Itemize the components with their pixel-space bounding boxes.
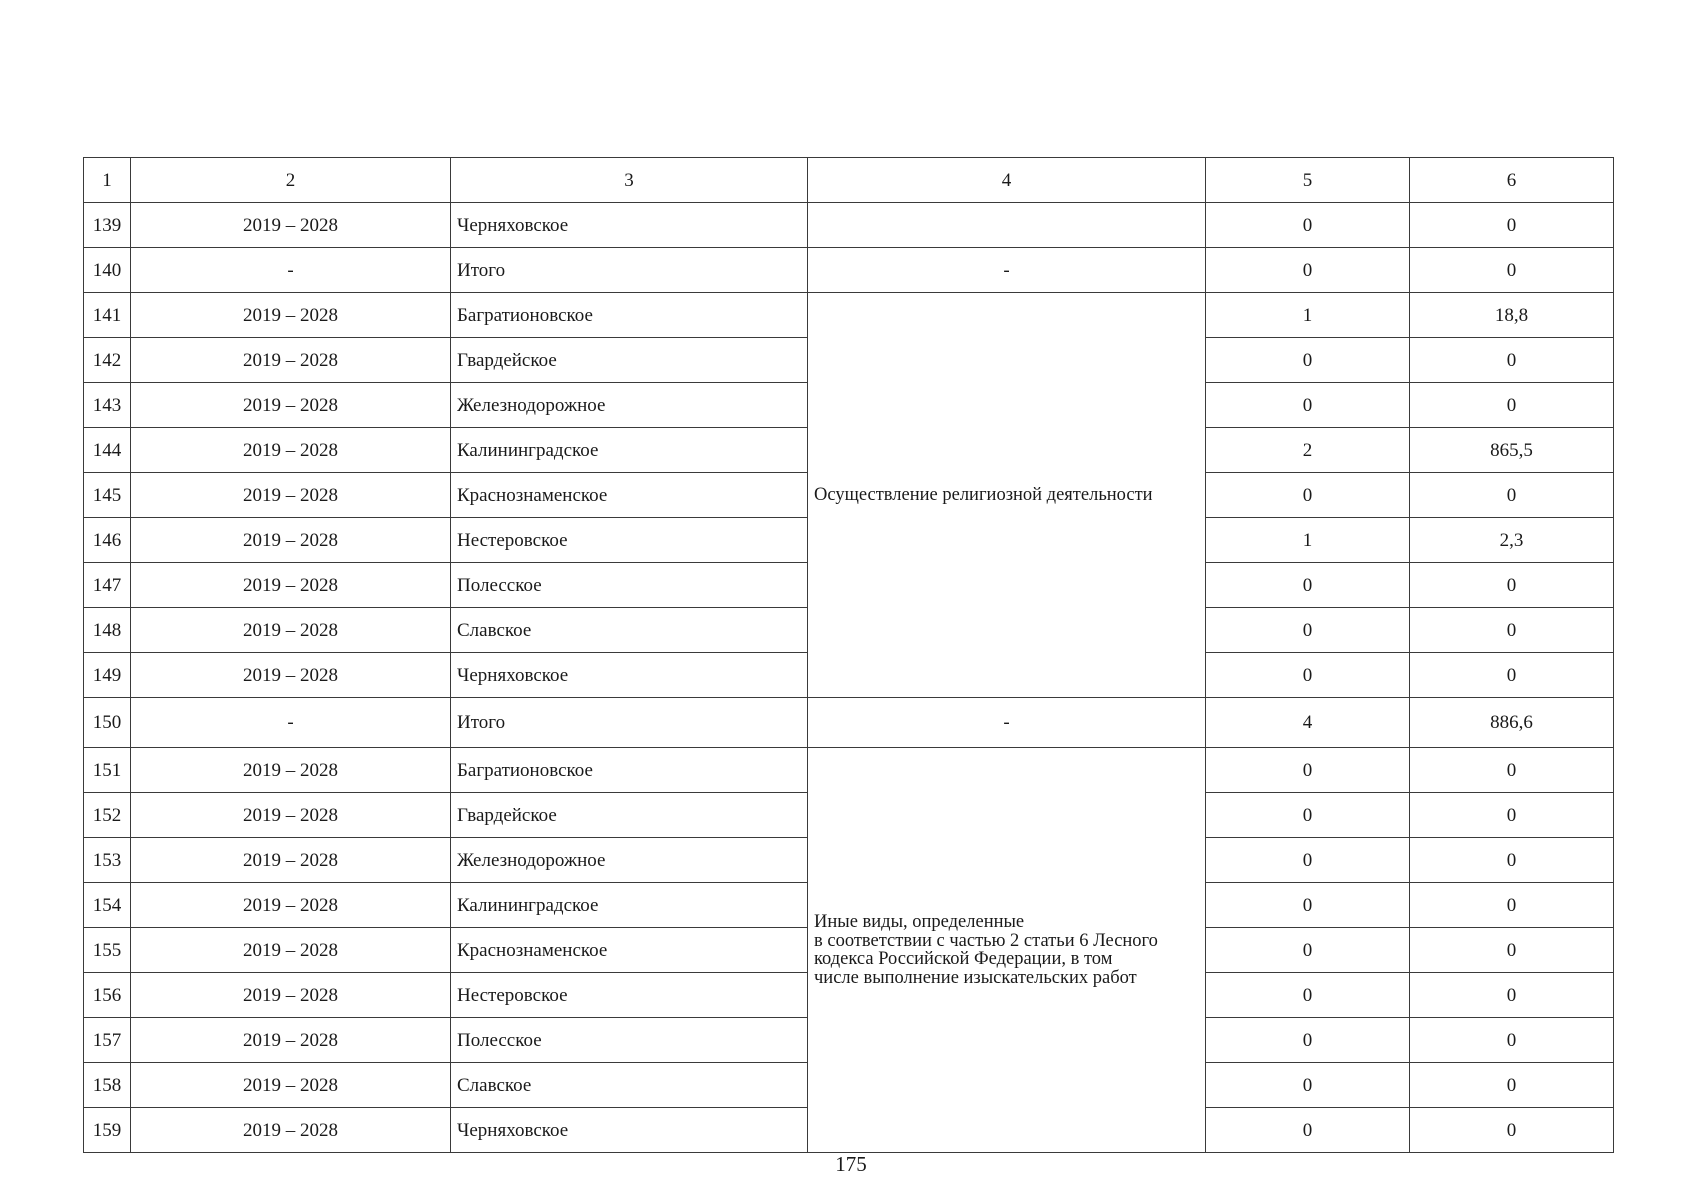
row-number: 145	[84, 473, 131, 518]
row-col6-value: 0	[1410, 203, 1614, 248]
row-col5-value: 0	[1206, 203, 1410, 248]
row-number: 152	[84, 793, 131, 838]
row-col5-value: 0	[1206, 653, 1410, 698]
row-forestry-name: Черняховское	[451, 203, 808, 248]
land-use-table	[83, 157, 1614, 1153]
row-col5-value: 0	[1206, 473, 1410, 518]
row-forestry-name: Нестеровское	[451, 973, 808, 1018]
row-forestry-name: Багратионовское	[451, 748, 808, 793]
row-number: 139	[84, 203, 131, 248]
row-forestry-name: Итого	[451, 248, 808, 293]
row-use-type	[808, 203, 1206, 248]
row-col5-value: 0	[1206, 1018, 1410, 1063]
row-period: 2019 – 2028	[131, 653, 451, 698]
row-period: 2019 – 2028	[131, 518, 451, 563]
row-number: 146	[84, 518, 131, 563]
row-col5-value: 0	[1206, 793, 1410, 838]
row-period: 2019 – 2028	[131, 203, 451, 248]
row-col5-value: 0	[1206, 973, 1410, 1018]
row-col5-value: 0	[1206, 928, 1410, 973]
use-type-other-line-1: Иные виды, определенные	[814, 912, 1025, 932]
row-col5-value: 4	[1206, 698, 1410, 748]
row-col6-value: 0	[1410, 1108, 1614, 1153]
row-col6-value: 865,5	[1410, 428, 1614, 473]
row-period: 2019 – 2028	[131, 563, 451, 608]
row-period: 2019 – 2028	[131, 973, 451, 1018]
use-type-other-line-2: в соответствии с частью 2 статьи 6 Лесного	[814, 930, 1158, 951]
row-number: 147	[84, 563, 131, 608]
row-forestry-name: Черняховское	[451, 1108, 808, 1153]
row-use-type-dash: -	[808, 248, 1206, 293]
row-col6-value: 0	[1410, 338, 1614, 383]
header-col-1: 1	[84, 158, 131, 203]
row-forestry-name: Калининградское	[451, 883, 808, 928]
row-forestry-name: Железнодорожное	[451, 383, 808, 428]
row-col5-value: 0	[1206, 563, 1410, 608]
header-col-2: 2	[131, 158, 451, 203]
row-col6-value: 0	[1410, 928, 1614, 973]
row-forestry-name: Нестеровское	[451, 518, 808, 563]
row-period: 2019 – 2028	[131, 928, 451, 973]
row-number: 148	[84, 608, 131, 653]
row-forestry-name: Гвардейское	[451, 338, 808, 383]
row-col5-value: 0	[1206, 383, 1410, 428]
row-period: 2019 – 2028	[131, 793, 451, 838]
row-number: 157	[84, 1018, 131, 1063]
row-number: 155	[84, 928, 131, 973]
row-col6-value: 0	[1410, 563, 1614, 608]
row-period: 2019 – 2028	[131, 383, 451, 428]
row-col6-value: 0	[1410, 473, 1614, 518]
header-col-3: 3	[451, 158, 808, 203]
row-number: 150	[84, 698, 131, 748]
page-number: 175	[835, 1152, 867, 1176]
row-number: 141	[84, 293, 131, 338]
row-col5-value: 2	[1206, 428, 1410, 473]
row-period: 2019 – 2028	[131, 473, 451, 518]
row-col5-value: 0	[1206, 838, 1410, 883]
row-period: 2019 – 2028	[131, 748, 451, 793]
use-type-other	[808, 748, 1206, 1153]
row-col6-value: 0	[1410, 653, 1614, 698]
row-period: 2019 – 2028	[131, 1063, 451, 1108]
table-row	[84, 203, 1614, 248]
row-col5-value: 0	[1206, 748, 1410, 793]
row-forestry-name: Полесское	[451, 563, 808, 608]
row-col6-value: 0	[1410, 608, 1614, 653]
row-forestry-name: Славское	[451, 608, 808, 653]
row-forestry-name: Гвардейское	[451, 793, 808, 838]
table-row	[84, 293, 1614, 338]
table-row-total	[84, 248, 1614, 293]
row-period: -	[131, 248, 451, 293]
row-col5-value: 1	[1206, 293, 1410, 338]
row-number: 142	[84, 338, 131, 383]
row-col6-value: 0	[1410, 248, 1614, 293]
row-col6-value: 18,8	[1410, 293, 1614, 338]
row-forestry-name: Черняховское	[451, 653, 808, 698]
row-col6-value: 0	[1410, 1063, 1614, 1108]
row-period: 2019 – 2028	[131, 338, 451, 383]
row-col5-value: 0	[1206, 1108, 1410, 1153]
row-forestry-name: Багратионовское	[451, 293, 808, 338]
table-header-row	[84, 158, 1614, 203]
row-number: 149	[84, 653, 131, 698]
row-col6-value: 0	[1410, 883, 1614, 928]
row-forestry-name: Итого	[451, 698, 808, 748]
row-number: 154	[84, 883, 131, 928]
row-col5-value: 0	[1206, 338, 1410, 383]
row-col5-value: 0	[1206, 1063, 1410, 1108]
header-col-5: 5	[1206, 158, 1410, 203]
row-number: 151	[84, 748, 131, 793]
row-forestry-name: Краснознаменское	[451, 928, 808, 973]
row-col6-value: 0	[1410, 838, 1614, 883]
row-number: 144	[84, 428, 131, 473]
row-forestry-name: Калининградское	[451, 428, 808, 473]
row-period: 2019 – 2028	[131, 608, 451, 653]
row-number: 143	[84, 383, 131, 428]
row-col5-value: 0	[1206, 608, 1410, 653]
use-type-other-line-4: числе выполнение изыскательских работ	[814, 967, 1137, 988]
row-number: 140	[84, 248, 131, 293]
use-type-religious: Осуществление религиозной деятельности	[808, 293, 1206, 698]
row-col5-value: 0	[1206, 248, 1410, 293]
row-col6-value: 0	[1410, 383, 1614, 428]
row-period: 2019 – 2028	[131, 1108, 451, 1153]
row-period: 2019 – 2028	[131, 293, 451, 338]
row-col6-value: 886,6	[1410, 698, 1614, 748]
row-forestry-name: Краснознаменское	[451, 473, 808, 518]
row-forestry-name: Железнодорожное	[451, 838, 808, 883]
use-type-other-line-3: кодекса Российской Федерации, в том	[814, 949, 1113, 969]
row-use-type-dash: -	[808, 698, 1206, 748]
header-col-4: 4	[808, 158, 1206, 203]
header-col-6: 6	[1410, 158, 1614, 203]
row-col6-value: 0	[1410, 793, 1614, 838]
row-number: 153	[84, 838, 131, 883]
row-period: -	[131, 698, 451, 748]
table-row-total	[84, 698, 1614, 748]
row-number: 156	[84, 973, 131, 1018]
row-col6-value: 0	[1410, 1018, 1614, 1063]
row-number: 159	[84, 1108, 131, 1153]
row-col5-value: 1	[1206, 518, 1410, 563]
row-col6-value: 2,3	[1410, 518, 1614, 563]
row-period: 2019 – 2028	[131, 428, 451, 473]
row-col6-value: 0	[1410, 748, 1614, 793]
row-forestry-name: Славское	[451, 1063, 808, 1108]
row-col5-value: 0	[1206, 883, 1410, 928]
row-forestry-name: Полесское	[451, 1018, 808, 1063]
table-row	[84, 748, 1614, 793]
row-number: 158	[84, 1063, 131, 1108]
row-col6-value: 0	[1410, 973, 1614, 1018]
row-period: 2019 – 2028	[131, 1018, 451, 1063]
row-period: 2019 – 2028	[131, 883, 451, 928]
row-period: 2019 – 2028	[131, 838, 451, 883]
